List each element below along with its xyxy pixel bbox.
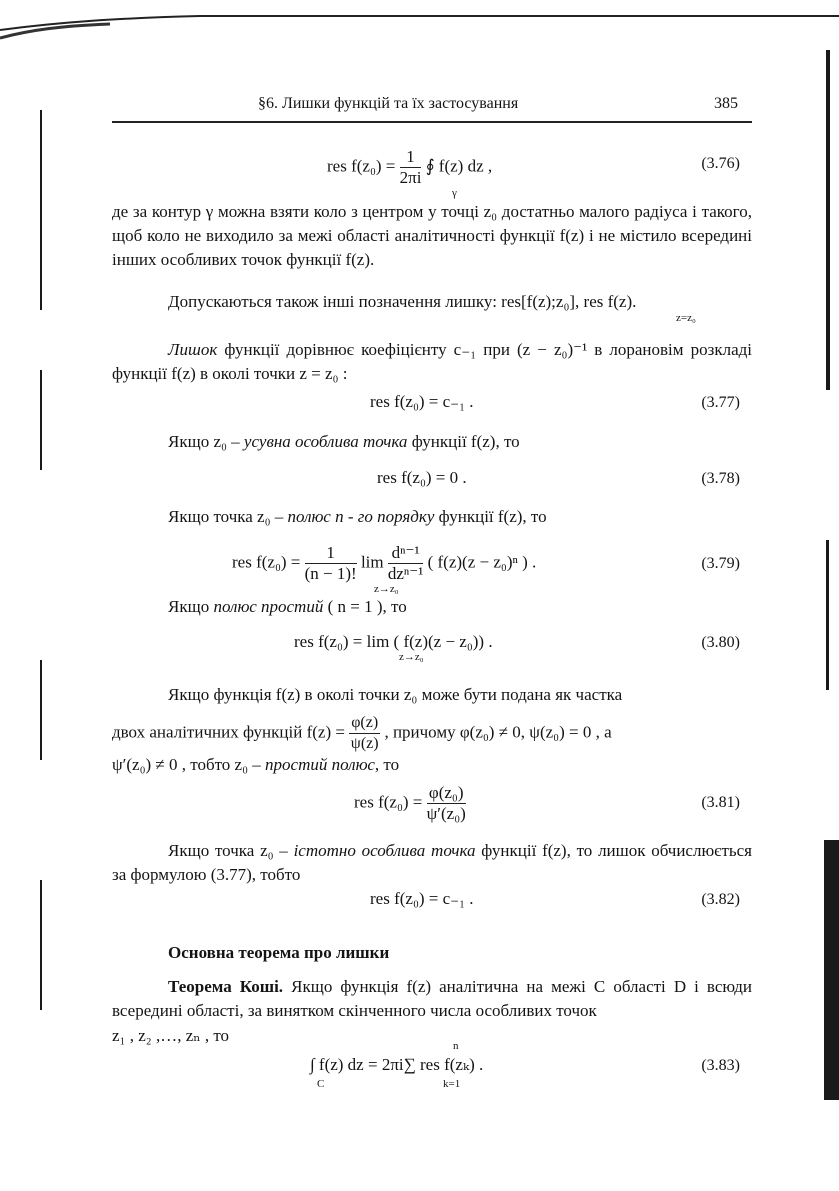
eq-number-3-77: (3.77) (701, 394, 740, 411)
formula-3-76: res f(z₀) = $\frac{1}{2\pi i}$ ∮ f(z) dz , (327, 147, 493, 187)
paragraph-contour: де за контур γ можна взяти коло з центром у точці z₀ достатньо малого радіуса і такого, щоб коло не виходило за межі області аналітичності функції f(z) і не містило всередині інших особливих точок функції f(z). (112, 202, 752, 269)
formula-3-81: res f(z₀) = $\frac{\text{φ(z₀)}}{\text{ψ′(z₀)}}$ (354, 783, 466, 823)
right-edge-shadow-1 (826, 50, 830, 390)
paragraph-pole: Якщо точка z₀ – полюс n - го порядку функції f(z), то (168, 507, 547, 526)
eq-number-3-79: (3.79) (701, 555, 740, 572)
paragraph-essential: Якщо точка z₀ – істотно особлива точка функції f(z), то лишок обчислюється за формулою (3.77), тобто (112, 841, 752, 884)
paragraph-simple-pole: Якщо полюс простий ( n = 1 ), то (168, 597, 407, 616)
eq-number-3-81: (3.81) (701, 794, 740, 811)
formula-3-82: res f(z₀) = c₋₁ . (370, 889, 474, 908)
right-edge-shadow-3 (824, 840, 839, 1100)
paragraph-quotient-3: ψ′(z₀) ≠ 0 , тобто z₀ – простий полюс, то (112, 755, 400, 774)
left-edge-mark-2 (40, 370, 42, 470)
paragraph-laurent: Лишок функції дорівнює коефіцієнту c₋₁ при (z − z₀)⁻¹ в лорановім розкладі функції f(z) в околі точки z = z₀ : (112, 340, 752, 383)
paragraph-notation: Допускаються також інші позначення лишку: res[f(z);z₀], res f(z). (168, 292, 637, 311)
eq-number-3-83: (3.83) (701, 1057, 740, 1074)
eq-number-3-82: (3.82) (701, 891, 740, 908)
scan-top-edge (0, 0, 839, 40)
left-edge-mark-1 (40, 110, 42, 310)
theorem-cauchy: Теорема Коші. Якщо функція f(z) аналітична на межі C області D і всюди всередині області, за винятком скінченного числа особливих точок (112, 977, 752, 1020)
running-title: §6. Лишки функцій та їх застосування (258, 95, 519, 112)
left-edge-mark-3 (40, 660, 42, 760)
left-edge-mark-4 (40, 880, 42, 1010)
paragraph-quotient-2: двох аналітичних функцій f(z) = $\frac{\varphi(z)}{\psi(z)}$ , причому φ(z₀) ≠ 0, ψ(z₀) = 0 , а (112, 714, 612, 752)
book-page: §6. Лишки функцій та їх застосування 385 res f(z₀) = $\frac{1}{2\pi i}$ ∮ f(z) dz , γ (3.76) де за контур γ можна взяти коло з центром у точці z₀ достатньо малого радіуса і такого, щоб коло не виходило за межі області аналітичності функції f(z) і не містило всередині інших особливих точок функції f(z). Допускаються також інші позначення лишку: res[f(z);z₀], res f(z). z=z₀ Лишок функції дорівнює коефіцієнту c₋₁ при (z − z₀)⁻¹ в лорановім розкладі функції f(z) в околі точки z = z₀ : res f(z₀) = c₋₁ . (3.77) Якщо z₀ – усувна особлива точка функції f(z), то res f(z₀) = 0 . (3.78) Якщо точка z₀ – полюс n - го порядку функції f(z), то res f(z₀) = $\frac{1}{(n - 1)!}$ lim $\frac{\text{dⁿ⁻¹}}{\text{dzⁿ⁻¹}}$ ( f(z)(z − z₀)ⁿ ) . z→z₀ (3.79) Якщо полюс простий ( n = 1 ), то res f(z₀) = lim ( f(z)(z − z₀)) . z→z₀ (3.80) Якщо функція f(z) в околі точки z₀ може бути подана як частка двох аналітичних функцій f(z) = $\frac{\varphi(z)}{\psi(z)}$ , причому φ(z₀) ≠ 0, ψ(z₀) = 0 , а ψ′(z₀) ≠ 0 , тобто z₀ – простий полюс, то res f(z₀) = $\frac{\text{φ(z₀)}}{\text{ψ′(z₀)}}$ (3.81) Якщо точка z₀ – істотно особлива точка функції f(z), то лишок обчислюється за формулою (3.77), тобто res f(z₀) = c₋₁ . (3.82) Основна теорема про лишки Теорема Коші. Якщо функція f(z) аналітична на межі C області D і всюди всередині області, за винятком скінченного числа особливих точок z₁ , z₂ ,…, zₙ , то n ∫ f(z) dz = 2πi∑ res f(zₖ) . C k=1 (3.83) (112, 95, 752, 1090)
eq-number-3-78: (3.78) (701, 470, 740, 487)
right-edge-shadow-2 (826, 540, 829, 690)
page-number: 385 (714, 95, 738, 112)
formula-3-79: res f(z₀) = $\frac{1}{(n - 1)!}$ lim $\frac{\text{dⁿ⁻¹}}{\text{dzⁿ⁻¹}}$ ( f(z)(z − z₀)ⁿ ) . (232, 543, 537, 583)
theorem-points: z₁ , z₂ ,…, zₙ , то (112, 1026, 230, 1045)
formula-3-83: ∫ f(z) dz = 2πi∑ res f(zₖ) . (310, 1055, 484, 1074)
paragraph-quotient: Якщо функція f(z) в околі точки z₀ може бути подана як частка (168, 685, 623, 704)
eq-number-3-76: (3.76) (701, 155, 740, 172)
paragraph-removable: Якщо z₀ – усувна особлива точка функції f(z), то (168, 432, 520, 451)
eq-number-3-80: (3.80) (701, 634, 740, 651)
header-rule (112, 121, 752, 123)
section-heading: Основна теорема про лишки (168, 943, 390, 962)
formula-3-77: res f(z₀) = c₋₁ . (370, 392, 474, 411)
formula-3-78: res f(z₀) = 0 . (377, 468, 467, 487)
formula-3-80: res f(z₀) = lim ( f(z)(z − z₀)) . (294, 632, 493, 651)
